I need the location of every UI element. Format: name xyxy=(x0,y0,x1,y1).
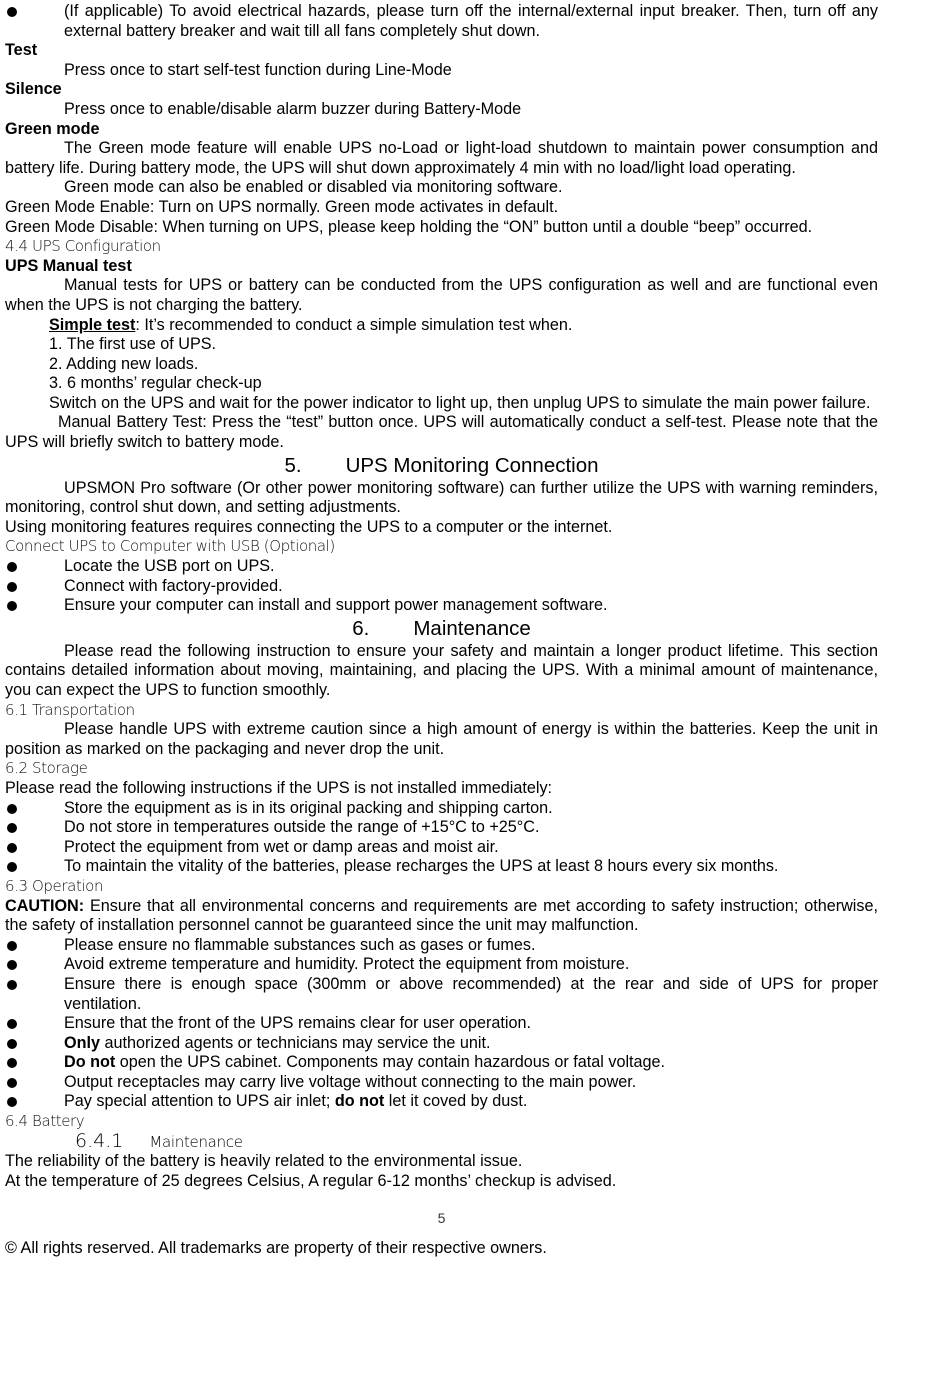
maintenance-paragraph: Please read the following instruction to ensure your safety and maintain a longer product lifetime. This section contains detailed information about moving, maintaining, and placing the UPS. With a minimal amount of maintenance, you can expect the UPS to function smoothly. xyxy=(5,641,878,699)
manual-test-heading: UPS Manual test xyxy=(5,256,132,275)
bullet-icon xyxy=(7,862,17,872)
battery-test-paragraph: Manual Battery Test: Press the “test” button once. UPS will automatically conduct a self-test. Please note that the UPS will briefly switch to battery mode. xyxy=(5,413,878,452)
silence-heading: Silence xyxy=(5,80,62,99)
bullet-icon xyxy=(7,960,17,970)
section-6-heading: 6. Maintenance xyxy=(352,616,531,640)
simulation-paragraph: Switch on the UPS and wait for the power indicator to light up, then unplug UPS to simulate the main power failure. xyxy=(49,393,871,412)
bullet-icon xyxy=(7,1058,17,1068)
green-mode-paragraph-2: Green mode can also be enabled or disabled via monitoring software. xyxy=(64,178,563,197)
bullet-item: Ensure there is enough space (300mm or above recommended) at the rear and side of UPS for proper ventilation. xyxy=(5,975,878,1014)
page-number: 5 xyxy=(437,1210,446,1227)
bullet-item: Do not open the UPS cabinet. Components may contain hazardous or fatal voltage. xyxy=(5,1053,878,1073)
bullet-item: Protect the equipment from wet or damp areas and moist air. xyxy=(5,838,878,858)
section-6-4-heading: 6.4 Battery xyxy=(5,1112,85,1131)
list-item: 2. Adding new loads. xyxy=(49,354,199,373)
bullet-icon xyxy=(7,601,17,611)
bullet-item: (If applicable) To avoid electrical hazards, please turn off the internal/external input breaker. Then, turn off any external battery breaker and wait till all fans completely shut down. xyxy=(5,2,878,41)
bullet-item: Please ensure no flammable substances such as gases or fumes. xyxy=(5,936,878,956)
green-mode-disable: Green Mode Disable: When turning on UPS, please keep holding the “ON” button until a double “beep” occurred. xyxy=(5,217,813,236)
bullet-item: Do not store in temperatures outside the range of +15°C to +25°C. xyxy=(5,818,878,838)
bullet-icon xyxy=(7,843,17,853)
bullet-icon xyxy=(7,562,17,572)
footer-copyright: © All rights reserved. All trademarks are property of their respective owners. xyxy=(5,1239,547,1258)
bullet-item: Locate the USB port on UPS. xyxy=(5,557,878,577)
battery-paragraph: The reliability of the battery is heavily related to the environmental issue. xyxy=(5,1152,523,1171)
bullet-item: Ensure your computer can install and support power management software. xyxy=(5,596,878,616)
green-mode-enable: Green Mode Enable: Turn on UPS normally. Green mode activates in default. xyxy=(5,197,559,216)
list-item: 3. 6 months’ regular check-up xyxy=(49,374,262,393)
list-item: 1. The first use of UPS. xyxy=(49,335,217,354)
bullet-icon xyxy=(7,804,17,814)
section-6-2-heading: 6.2 Storage xyxy=(5,759,88,778)
section-6-1-heading: 6.1 Transportation xyxy=(5,700,135,719)
monitoring-paragraph: UPSMON Pro software (Or other power monitoring software) can further utilize the UPS with warning reminders, monitoring, control shut down, and setting adjustments. xyxy=(5,478,878,517)
bullet-item: Pay special attention to UPS air inlet; do not let it coved by dust. xyxy=(5,1092,878,1112)
document-page xyxy=(5,2,878,1259)
bullet-item: Only authorized agents or technicians may service the unit. xyxy=(5,1034,878,1054)
caution-label: CAUTION: xyxy=(5,896,85,915)
simple-test-line: Simple test: It’s recommended to conduct a simple simulation test when. xyxy=(49,315,573,334)
bullet-icon xyxy=(7,582,17,592)
bullet-icon xyxy=(7,1078,17,1088)
section-4-4-heading: 4.4 UPS Configuration xyxy=(5,237,161,256)
battery-paragraph-2: At the temperature of 25 degrees Celsius, A regular 6-12 months’ checkup is advised. xyxy=(5,1171,617,1190)
test-heading: Test xyxy=(5,41,38,60)
bullet-icon xyxy=(7,941,17,951)
bullet-icon xyxy=(7,7,17,17)
green-mode-paragraph: The Green mode feature will enable UPS no-Load or light-load shutdown to maintain power consumption and battery life. During battery mode, the UPS will shut down approximately 4 min with no load/light load operating. xyxy=(5,139,878,177)
section-6-4-1-heading: 6.4.1 Maintenance xyxy=(75,1129,243,1152)
bullet-item: Store the equipment as is in its original packing and shipping carton. xyxy=(5,799,878,819)
section-5-heading: 5. UPS Monitoring Connection xyxy=(284,453,599,477)
usb-subheading: Connect UPS to Computer with USB (Optional) xyxy=(5,537,335,556)
test-text: Press once to start self-test function during Line-Mode xyxy=(64,60,452,79)
bullet-item: Ensure that the front of the UPS remains clear for user operation. xyxy=(5,1014,878,1034)
bullet-item: Avoid extreme temperature and humidity. Protect the equipment from moisture. xyxy=(5,955,878,975)
transportation-paragraph: Please handle UPS with extreme caution since a high amount of energy is within the batteries. Keep the unit in position as marked on the packaging and never drop the unit. xyxy=(5,720,878,758)
bullet-item: Connect with factory-provided. xyxy=(5,577,878,597)
silence-text: Press once to enable/disable alarm buzzer during Battery-Mode xyxy=(64,99,522,118)
bullet-icon xyxy=(7,1039,17,1049)
manual-test-paragraph: Manual tests for UPS or battery can be conducted from the UPS configuration as well and are functional even when the UPS is not charging the battery. xyxy=(5,276,878,314)
monitoring-paragraph-2: Using monitoring features requires connecting the UPS to a computer or the internet. xyxy=(5,517,613,536)
simple-test-label: Simple test xyxy=(49,315,136,334)
section-6-3-heading: 6.3 Operation xyxy=(5,876,104,895)
storage-paragraph: Please read the following instructions if the UPS is not installed immediately: xyxy=(5,778,553,797)
bullet-icon xyxy=(7,1097,17,1107)
green-mode-heading: Green mode xyxy=(5,119,100,138)
caution-paragraph: CAUTION: Ensure that all environmental concerns and requirements are met according to safety instruction; otherwise, the safety of installation personnel cannot be guaranteed since the unit may malfunction. xyxy=(5,896,878,935)
bullet-icon xyxy=(7,980,17,990)
bullet-icon xyxy=(7,1019,17,1029)
bullet-item: Output receptacles may carry live voltage without connecting to the main power. xyxy=(5,1073,878,1093)
bullet-icon xyxy=(7,823,17,833)
bullet-item: To maintain the vitality of the batteries, please recharges the UPS at least 8 hours every six months. xyxy=(5,857,878,877)
